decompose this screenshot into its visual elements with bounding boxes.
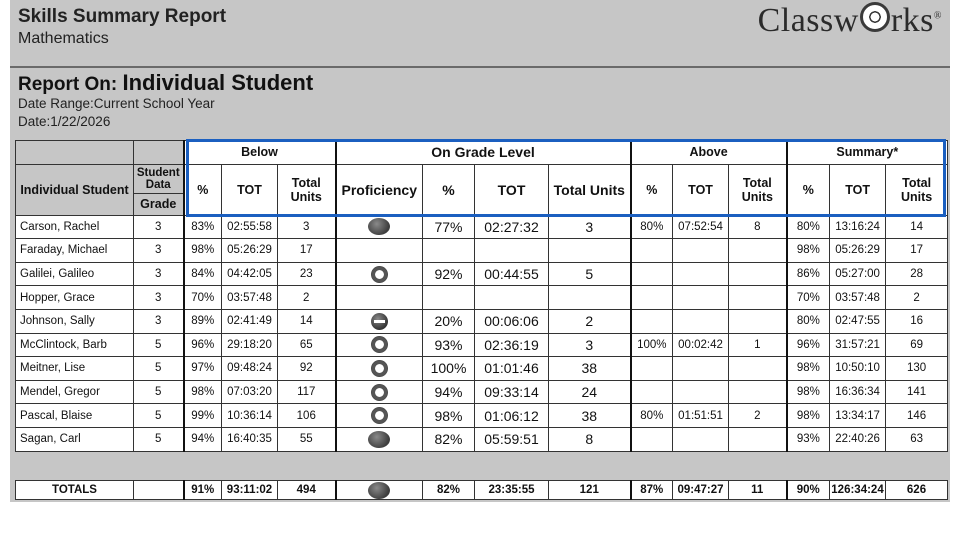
col-above-units: Total Units: [729, 164, 787, 215]
col-individual-student: Individual Student: [16, 164, 134, 215]
student-name: McClintock, Barb: [16, 333, 134, 357]
cell-o-tot: 05:59:51: [475, 427, 549, 451]
cell-o-pct: 98%: [423, 404, 475, 428]
cell-b-tot: 09:48:24: [222, 357, 278, 381]
cell-a-units: [729, 286, 787, 310]
date-range: Date Range:Current School Year: [18, 96, 215, 111]
cell-a-units: [729, 380, 787, 404]
cell-o-tot: 09:33:14: [475, 380, 549, 404]
cell-b-units: 14: [278, 309, 336, 333]
col-below-tot: TOT: [222, 164, 278, 215]
cell-b-pct: 89%: [184, 309, 222, 333]
cell-a-units: [729, 239, 787, 263]
student-name: Sagan, Carl: [16, 427, 134, 451]
cell-a-tot: [673, 380, 729, 404]
cell-o-units: [549, 239, 631, 263]
cell-a-units: 2: [729, 404, 787, 428]
proficiency-cell: [336, 286, 423, 310]
proficiency-cell: [336, 262, 423, 286]
cell-b-pct: 94%: [184, 427, 222, 451]
cell-b-pct: 98%: [184, 239, 222, 263]
col-below-pct: %: [184, 164, 222, 215]
cell-o-pct: [423, 239, 475, 263]
col-on-tot: TOT: [475, 164, 549, 215]
cell-a-pct: [631, 380, 673, 404]
cell-b-pct: 83%: [184, 215, 222, 239]
cell-b-tot: 03:57:48: [222, 286, 278, 310]
cell-s-tot: 05:26:29: [830, 239, 886, 263]
cell-o-units: 24: [549, 380, 631, 404]
student-name: Pascal, Blaise: [16, 404, 134, 428]
cell-a-pct: [631, 427, 673, 451]
cell-b-pct: 97%: [184, 357, 222, 381]
cell-o-pct: 82%: [423, 427, 475, 451]
cell-b-pct: 96%: [184, 333, 222, 357]
student-row: [16, 215, 948, 239]
cell-o-units: 5: [549, 262, 631, 286]
report-page: [10, 0, 950, 502]
student-name: Mendel, Gregor: [16, 380, 134, 404]
cell-grade: 3: [134, 215, 184, 239]
student-name: Johnson, Sally: [16, 309, 134, 333]
cell-o-units: 2: [549, 309, 631, 333]
cell-grade: 3: [134, 309, 184, 333]
cell-o-units: 3: [549, 333, 631, 357]
cell-b-tot: 10:36:14: [222, 404, 278, 428]
cell-a-pct: [631, 262, 673, 286]
cell-grade: 5: [134, 333, 184, 357]
proficiency-cell: [336, 380, 423, 404]
cell-s-units: 69: [886, 333, 948, 357]
cell-b-units: 17: [278, 239, 336, 263]
minus-circle-icon: [371, 313, 388, 330]
cell-s-tot: 16:36:34: [830, 380, 886, 404]
cell-o-pct: 20%: [423, 309, 475, 333]
proficiency-cell: [336, 357, 423, 381]
cell-s-pct: 96%: [787, 333, 830, 357]
cell-a-pct: [631, 286, 673, 310]
cell-a-pct: 80%: [631, 215, 673, 239]
cell-o-units: 38: [549, 357, 631, 381]
cell-a-tot: [673, 262, 729, 286]
col-below-units: Total Units: [278, 164, 336, 215]
cell-a-units: [729, 357, 787, 381]
cell-s-pct: 93%: [787, 427, 830, 451]
cell-s-units: 146: [886, 404, 948, 428]
ring-circle-icon: [371, 384, 388, 401]
cell-s-pct: 80%: [787, 215, 830, 239]
proficiency-cell: [336, 333, 423, 357]
cell-o-pct: 100%: [423, 357, 475, 381]
col-on-pct: %: [423, 164, 475, 215]
cell-o-pct: 77%: [423, 215, 475, 239]
cell-s-tot: 10:50:10: [830, 357, 886, 381]
group-above: Above: [631, 141, 787, 165]
col-above-tot: TOT: [673, 164, 729, 215]
group-below: Below: [184, 141, 336, 165]
cell-b-units: 3: [278, 215, 336, 239]
ring-circle-icon: [371, 336, 388, 353]
cell-b-pct: 70%: [184, 286, 222, 310]
cell-s-tot: 02:47:55: [830, 309, 886, 333]
cell-b-units: 23: [278, 262, 336, 286]
cell-o-units: [549, 286, 631, 310]
cell-b-tot: 29:18:20: [222, 333, 278, 357]
totals-table: [15, 480, 948, 500]
cell-grade: 5: [134, 427, 184, 451]
cell-s-tot: 13:34:17: [830, 404, 886, 428]
cell-a-pct: [631, 357, 673, 381]
cell-b-units: 117: [278, 380, 336, 404]
cell-grade: 3: [134, 286, 184, 310]
totals-row: TOTALS 91% 93:11:02 494 82% 23:35:55 121 87% 09:47:27 11 90% 126:34:24 626: [16, 481, 948, 500]
cell-o-tot: 00:06:06: [475, 309, 549, 333]
cell-s-tot: 31:57:21: [830, 333, 886, 357]
cell-a-units: [729, 262, 787, 286]
cell-a-pct: [631, 239, 673, 263]
filled-circle-icon: [368, 482, 390, 499]
group-summary: Summary*: [787, 141, 948, 165]
col-student-data: Student Data: [134, 164, 184, 194]
report-date: Date:1/22/2026: [18, 114, 111, 129]
cell-a-units: [729, 427, 787, 451]
cell-s-tot: 13:16:24: [830, 215, 886, 239]
cell-s-pct: 98%: [787, 357, 830, 381]
cell-a-pct: [631, 309, 673, 333]
totals-proficiency: [336, 481, 423, 500]
col-on-units: Total Units: [549, 164, 631, 215]
cell-a-tot: [673, 286, 729, 310]
cell-grade: 5: [134, 380, 184, 404]
cell-a-units: 8: [729, 215, 787, 239]
student-name: Galilei, Galileo: [16, 262, 134, 286]
cell-grade: 5: [134, 357, 184, 381]
cell-s-pct: 98%: [787, 239, 830, 263]
proficiency-cell: [336, 427, 423, 451]
cell-s-units: 130: [886, 357, 948, 381]
cell-grade: 5: [134, 404, 184, 428]
student-row: [16, 333, 948, 357]
cell-a-units: [729, 309, 787, 333]
cell-a-tot: 07:52:54: [673, 215, 729, 239]
cell-o-pct: [423, 286, 475, 310]
cell-o-tot: [475, 239, 549, 263]
cell-s-pct: 80%: [787, 309, 830, 333]
cell-a-tot: [673, 239, 729, 263]
cell-grade: 3: [134, 262, 184, 286]
cell-b-tot: 05:26:29: [222, 239, 278, 263]
cell-a-pct: 100%: [631, 333, 673, 357]
cell-b-tot: 04:42:05: [222, 262, 278, 286]
cell-b-tot: 07:03:20: [222, 380, 278, 404]
cell-s-units: 14: [886, 215, 948, 239]
cell-a-tot: [673, 309, 729, 333]
col-proficiency: Proficiency: [336, 164, 423, 215]
cell-s-units: 141: [886, 380, 948, 404]
cell-b-units: 55: [278, 427, 336, 451]
student-row: [16, 239, 948, 263]
filled-circle-icon: [368, 218, 390, 235]
cell-o-pct: 92%: [423, 262, 475, 286]
col-summary-tot: TOT: [830, 164, 886, 215]
cell-o-tot: 02:27:32: [475, 215, 549, 239]
student-row: [16, 404, 948, 428]
col-summary-pct: %: [787, 164, 830, 215]
cell-b-tot: 16:40:35: [222, 427, 278, 451]
student-row: [16, 286, 948, 310]
student-row: [16, 357, 948, 381]
cell-o-tot: 00:44:55: [475, 262, 549, 286]
student-row: [16, 380, 948, 404]
cell-s-units: 28: [886, 262, 948, 286]
student-row: [16, 262, 948, 286]
cell-s-units: 17: [886, 239, 948, 263]
cell-s-pct: 98%: [787, 404, 830, 428]
col-grade: Grade: [134, 194, 184, 215]
cell-b-units: 65: [278, 333, 336, 357]
student-name: Carson, Rachel: [16, 215, 134, 239]
report-subject: Mathematics: [18, 30, 109, 47]
cell-s-units: 63: [886, 427, 948, 451]
cell-o-pct: 94%: [423, 380, 475, 404]
filled-circle-icon: [368, 431, 390, 448]
report-on: Report On: Individual Student: [18, 70, 314, 95]
cell-o-pct: 93%: [423, 333, 475, 357]
cell-s-units: 16: [886, 309, 948, 333]
cell-s-pct: 98%: [787, 380, 830, 404]
cell-b-units: 2: [278, 286, 336, 310]
ring-circle-icon: [371, 360, 388, 377]
student-row: [16, 427, 948, 451]
proficiency-cell: [336, 215, 423, 239]
cell-grade: 3: [134, 239, 184, 263]
report-title: Skills Summary Report: [18, 6, 227, 27]
cell-a-tot: 00:02:42: [673, 333, 729, 357]
proficiency-cell: [336, 239, 423, 263]
cell-a-units: 1: [729, 333, 787, 357]
cell-s-pct: 70%: [787, 286, 830, 310]
cell-o-units: 3: [549, 215, 631, 239]
col-summary-units: Total Units: [886, 164, 948, 215]
group-on-grade: On Grade Level: [336, 141, 631, 165]
cell-a-pct: 80%: [631, 404, 673, 428]
cell-o-units: 38: [549, 404, 631, 428]
proficiency-cell: [336, 309, 423, 333]
student-name: Meitner, Lise: [16, 357, 134, 381]
cell-a-tot: [673, 357, 729, 381]
col-above-pct: %: [631, 164, 673, 215]
cell-a-tot: [673, 427, 729, 451]
cell-o-tot: 02:36:19: [475, 333, 549, 357]
cell-b-pct: 84%: [184, 262, 222, 286]
header-divider: [10, 66, 950, 68]
cell-s-units: 2: [886, 286, 948, 310]
ring-circle-icon: [371, 266, 388, 283]
cell-s-tot: 03:57:48: [830, 286, 886, 310]
cell-a-tot: 01:51:51: [673, 404, 729, 428]
proficiency-cell: [336, 404, 423, 428]
cell-o-tot: 01:01:46: [475, 357, 549, 381]
ring-circle-icon: [371, 407, 388, 424]
student-name: Hopper, Grace: [16, 286, 134, 310]
report-on-value: Individual Student: [122, 70, 314, 95]
cell-o-units: 8: [549, 427, 631, 451]
cell-b-tot: 02:41:49: [222, 309, 278, 333]
totals-label: TOTALS: [16, 481, 134, 500]
cell-b-units: 92: [278, 357, 336, 381]
student-name: Faraday, Michael: [16, 239, 134, 263]
cell-s-pct: 86%: [787, 262, 830, 286]
cell-s-tot: 05:27:00: [830, 262, 886, 286]
skills-table: [15, 140, 948, 452]
cell-s-tot: 22:40:26: [830, 427, 886, 451]
cell-b-units: 106: [278, 404, 336, 428]
cell-b-pct: 98%: [184, 380, 222, 404]
cell-b-tot: 02:55:58: [222, 215, 278, 239]
student-row: [16, 309, 948, 333]
classworks-logo: Classw rks®: [757, 2, 942, 39]
cell-o-tot: 01:06:12: [475, 404, 549, 428]
cell-b-pct: 99%: [184, 404, 222, 428]
cell-o-tot: [475, 286, 549, 310]
